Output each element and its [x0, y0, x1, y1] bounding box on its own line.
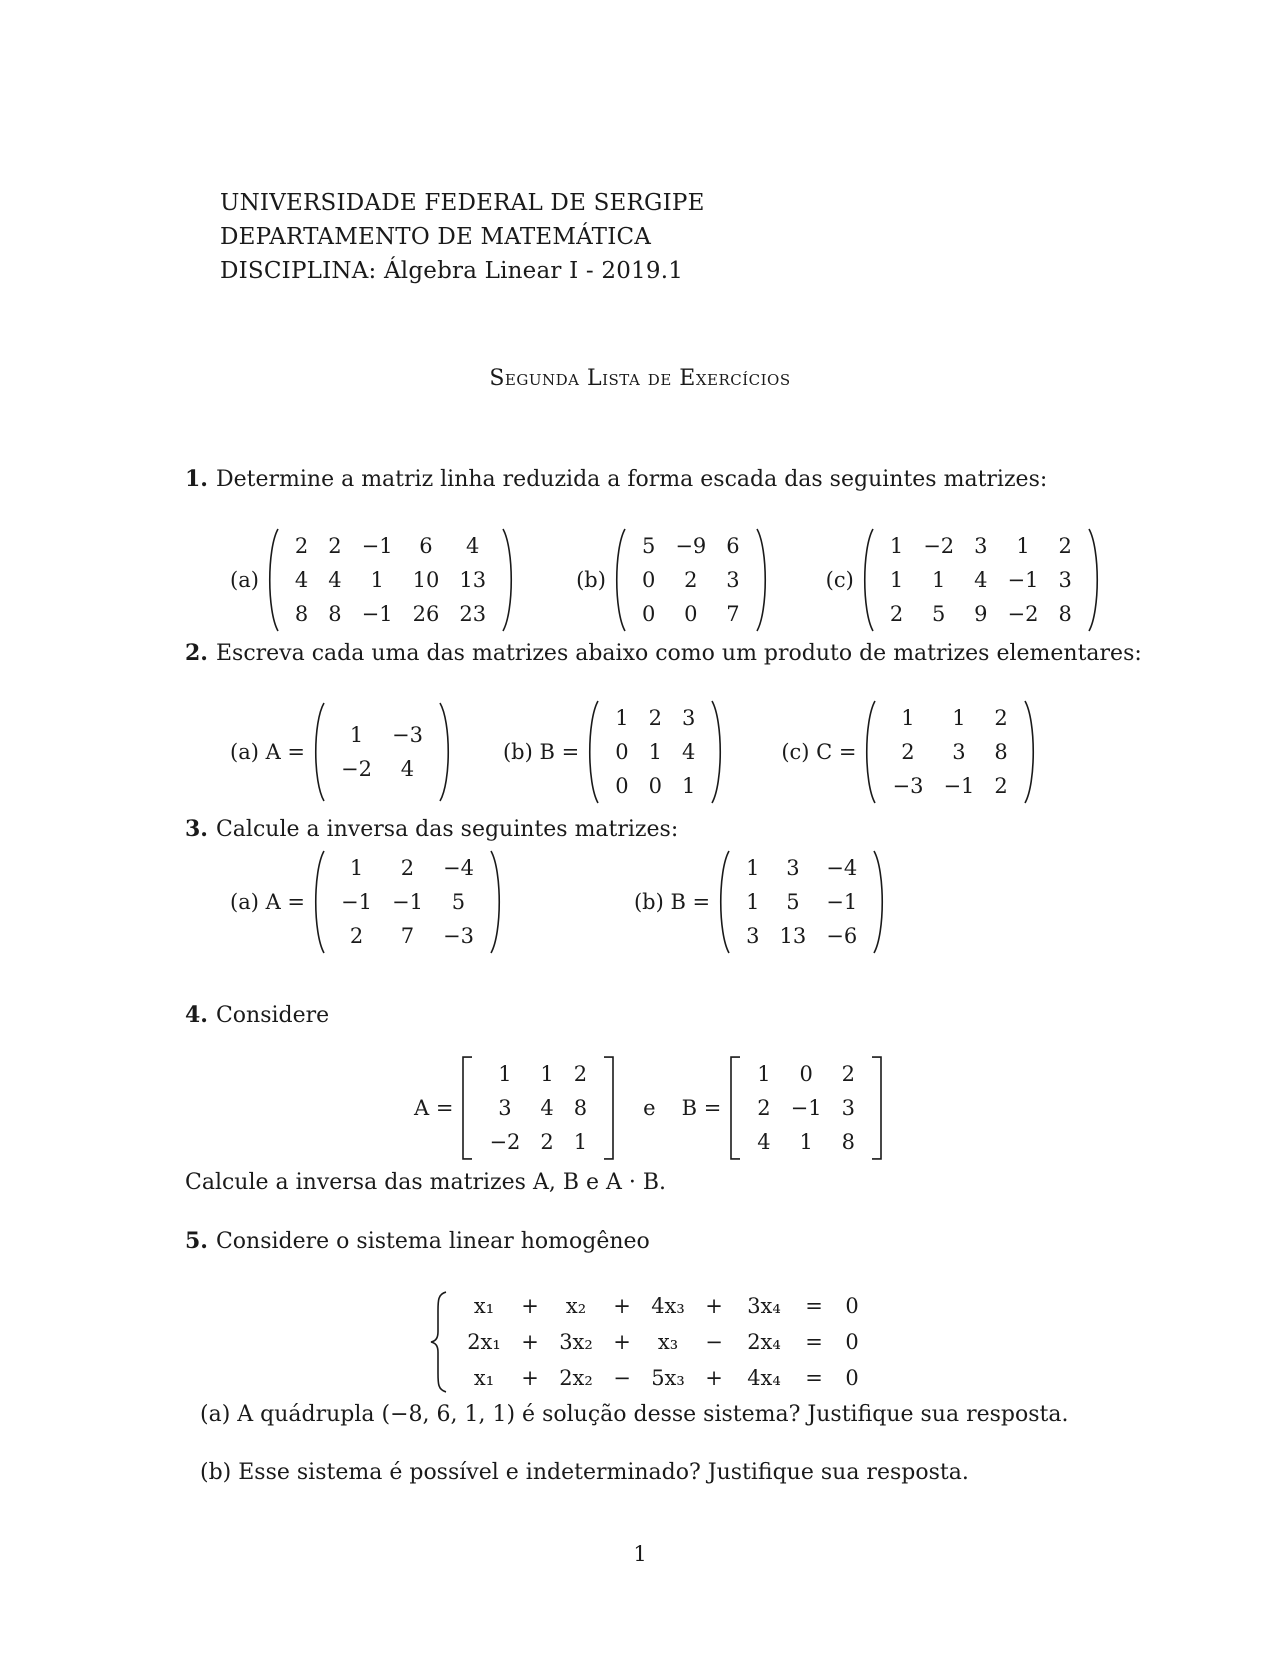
matrix-cell: 3	[974, 534, 988, 558]
matrix-cell: 4	[400, 757, 415, 781]
matrix-cell: 1	[349, 723, 364, 747]
matrix-cell: 2	[573, 1062, 588, 1086]
system-term: −	[705, 1330, 723, 1354]
question-1-number: 1.	[185, 466, 208, 492]
q4-a-matrix	[459, 1056, 617, 1160]
q1-c-label: (c)	[825, 568, 854, 592]
matrix-cell: 1	[757, 1062, 771, 1086]
matrix-cell: 2	[294, 534, 309, 558]
matrix-cell: 0	[648, 774, 662, 798]
question-4-instruction: Calcule a inversa das matrizes A, B e A · B.	[185, 1170, 667, 1195]
matrix-entries	[743, 1056, 869, 1160]
matrix-cell: 4	[540, 1096, 554, 1120]
matrix-cell: 1	[746, 856, 760, 880]
matrix-cell: 4	[974, 568, 988, 592]
matrix-cell: 2	[1058, 534, 1072, 558]
question-3	[185, 816, 678, 842]
matrix-cell: 13	[779, 924, 807, 948]
question-4	[185, 1002, 329, 1028]
system-term: +	[521, 1366, 539, 1390]
system-equations	[450, 1290, 872, 1394]
system-term: +	[613, 1330, 631, 1354]
matrix-cell: −1	[1007, 568, 1039, 592]
left-bracket	[265, 528, 281, 632]
matrix-cell: 1	[540, 1062, 554, 1086]
q2-a-matrix	[311, 702, 453, 802]
matrix-cell: 0	[684, 602, 698, 626]
system-term: =	[805, 1366, 823, 1390]
q2-c-label: (c) C =	[781, 740, 857, 764]
question-3-text: Calcule a inversa das seguintes matrizes:	[215, 817, 679, 842]
matrix-cell: 2	[757, 1096, 771, 1120]
system-term: 5x₃	[651, 1366, 685, 1390]
system-term: x₁	[473, 1294, 495, 1318]
left-bracket	[727, 1056, 743, 1160]
matrix-cell: 4	[757, 1130, 771, 1154]
matrix-cell: 10	[412, 568, 440, 592]
matrix-cell: 2	[901, 740, 915, 764]
system-term: 0	[845, 1366, 859, 1390]
matrix-cell: −1	[790, 1096, 822, 1120]
linear-system	[428, 1290, 872, 1394]
left-bracket	[862, 700, 878, 804]
question-4-text: Considere	[215, 1003, 330, 1028]
system-term: 2x₁	[467, 1330, 501, 1354]
right-bracket	[437, 702, 453, 802]
matrix-cell: 3	[726, 568, 740, 592]
question-4-matrices	[414, 1056, 885, 1160]
matrix-cell: 3	[841, 1096, 856, 1120]
matrix-cell: 3	[952, 740, 966, 764]
system-term: −	[613, 1366, 631, 1390]
matrix-cell: 0	[641, 602, 656, 626]
question-1	[185, 466, 1047, 492]
q4-a-label: A =	[414, 1096, 454, 1120]
matrix-cell: 1	[889, 534, 904, 558]
q3-a-matrix	[311, 850, 504, 954]
system-term: 2x₂	[559, 1366, 593, 1390]
matrix-cell: −3	[892, 774, 924, 798]
matrix-cell: 2	[400, 856, 415, 880]
matrix-cell: 0	[615, 774, 629, 798]
left-bracket	[612, 528, 628, 632]
system-term: +	[613, 1294, 631, 1318]
system-brace	[428, 1290, 450, 1394]
matrix-cell: 8	[328, 602, 342, 626]
q1-c-matrix	[860, 528, 1102, 632]
matrix-entries	[327, 850, 488, 954]
matrix-cell: 1	[498, 1062, 512, 1086]
system-term: 3x₄	[747, 1294, 781, 1318]
matrix-cell: 1	[746, 890, 760, 914]
system-term: 0	[845, 1294, 859, 1318]
right-bracket	[871, 850, 887, 954]
matrix-cell: 8	[573, 1096, 588, 1120]
right-bracket	[709, 700, 725, 804]
matrix-cell: −3	[442, 924, 474, 948]
matrix-cell: 1	[889, 568, 904, 592]
matrix-cell: 3	[746, 924, 760, 948]
matrix-cell: 8	[994, 740, 1008, 764]
right-bracket	[500, 528, 516, 632]
matrix-cell: 2	[684, 568, 698, 592]
right-bracket	[1022, 700, 1038, 804]
matrix-cell: 2	[648, 706, 662, 730]
question-5-number: 5.	[185, 1228, 208, 1254]
question-2-matrices	[230, 700, 1038, 804]
matrix-cell: −1	[341, 890, 372, 914]
matrix-cell: 9	[974, 602, 988, 626]
matrix-cell: 7	[400, 924, 415, 948]
matrix-cell: 26	[412, 602, 440, 626]
matrix-cell: −4	[442, 856, 474, 880]
system-term: +	[705, 1294, 723, 1318]
matrix-cell: 1	[952, 706, 966, 730]
matrix-cell: −1	[361, 534, 393, 558]
system-term: x₁	[473, 1366, 495, 1390]
matrix-cell: 23	[459, 602, 487, 626]
system-term: 0	[845, 1330, 859, 1354]
matrix-entries	[732, 850, 871, 954]
matrix-cell: 0	[615, 740, 629, 764]
matrix-cell: 3	[498, 1096, 512, 1120]
question-5a: (a) A quádrupla (−8, 6, 1, 1) é solução desse sistema? Justifique sua resposta.	[200, 1402, 1069, 1427]
question-1-matrices	[230, 528, 1102, 632]
question-3-matrices	[230, 850, 887, 954]
matrix-entries	[601, 700, 709, 804]
matrix-cell: 7	[726, 602, 740, 626]
matrix-cell: 1	[648, 740, 662, 764]
matrix-cell: 3	[786, 856, 800, 880]
matrix-cell: 2	[841, 1062, 856, 1086]
matrix-cell: 0	[641, 568, 656, 592]
department-name: DEPARTAMENTO DE MATEMÁTICA	[220, 224, 652, 250]
system-term: =	[805, 1294, 823, 1318]
system-term: +	[521, 1294, 539, 1318]
matrix-entries	[475, 1056, 601, 1160]
right-bracket	[869, 1056, 885, 1160]
q2-c-matrix	[862, 700, 1037, 804]
right-bracket	[754, 528, 770, 632]
matrix-cell: 5	[931, 602, 946, 626]
right-bracket	[601, 1056, 617, 1160]
matrix-entries	[878, 700, 1021, 804]
system-term: 2x₄	[747, 1330, 781, 1354]
matrix-cell: 6	[419, 534, 433, 558]
matrix-cell: 8	[1058, 602, 1072, 626]
matrix-cell: 6	[726, 534, 740, 558]
matrix-cell: −1	[826, 890, 858, 914]
q2-b-matrix	[585, 700, 725, 804]
matrix-cell: 4	[328, 568, 342, 592]
matrix-cell: 3	[1058, 568, 1072, 592]
university-name: UNIVERSIDADE FEDERAL DE SERGIPE	[220, 190, 705, 216]
matrix-cell: 4	[466, 534, 480, 558]
system-term: +	[705, 1366, 723, 1390]
matrix-entries	[628, 528, 754, 632]
system-term: =	[805, 1330, 823, 1354]
matrix-cell: 5	[641, 534, 656, 558]
q1-a-matrix	[265, 528, 516, 632]
matrix-entries	[327, 702, 437, 802]
matrix-cell: −2	[923, 534, 955, 558]
question-3-number: 3.	[185, 816, 208, 842]
question-2	[185, 640, 1142, 666]
matrix-cell: 1	[1016, 534, 1030, 558]
q1-a-label: (a)	[230, 568, 259, 592]
matrix-cell: −3	[392, 723, 423, 747]
question-2-text: Escreva cada uma das matrizes abaixo como um produto de matrizes elementares:	[215, 641, 1142, 666]
matrix-cell: −4	[826, 856, 858, 880]
matrix-cell: 1	[615, 706, 629, 730]
q3-b-matrix	[716, 850, 887, 954]
matrix-cell: 1	[799, 1130, 813, 1154]
matrix-cell: −1	[361, 602, 393, 626]
left-bracket	[459, 1056, 475, 1160]
question-4-number: 4.	[185, 1002, 208, 1028]
page-number: 1	[633, 1542, 647, 1566]
matrix-cell: 2	[540, 1130, 554, 1154]
matrix-cell: 1	[681, 774, 696, 798]
page-title: Segunda Lista de Exercícios	[489, 366, 791, 391]
question-5-text: Considere o sistema linear homogêneo	[215, 1229, 650, 1254]
matrix-cell: −6	[826, 924, 858, 948]
q3-a-label: (a) A =	[230, 890, 306, 914]
system-term: +	[521, 1330, 539, 1354]
matrix-cell: −2	[489, 1130, 521, 1154]
matrix-cell: 5	[451, 890, 466, 914]
course-name: DISCIPLINA: Álgebra Linear I - 2019.1	[220, 258, 684, 284]
matrix-cell: −1	[943, 774, 975, 798]
matrix-cell: 2	[349, 924, 364, 948]
question-5b: (b) Esse sistema é possível e indeterminado? Justifique sua resposta.	[200, 1460, 969, 1485]
matrix-entries	[876, 528, 1086, 632]
q4-b-matrix	[727, 1056, 885, 1160]
matrix-cell: 2	[889, 602, 904, 626]
matrix-cell: 0	[799, 1062, 813, 1086]
matrix-cell: 5	[786, 890, 800, 914]
matrix-cell: 1	[573, 1130, 588, 1154]
matrix-cell: 2	[994, 774, 1008, 798]
matrix-entries	[281, 528, 500, 632]
matrix-cell: 1	[370, 568, 384, 592]
system-term: 3x₂	[559, 1330, 593, 1354]
matrix-cell: 4	[681, 740, 696, 764]
system-term: 4x₄	[747, 1366, 781, 1390]
left-bracket	[311, 850, 327, 954]
q4-b-label: B =	[681, 1096, 722, 1120]
matrix-cell: −2	[1007, 602, 1039, 626]
matrix-cell: 1	[349, 856, 364, 880]
right-bracket	[1086, 528, 1102, 632]
matrix-cell: −2	[341, 757, 372, 781]
left-bracket	[716, 850, 732, 954]
right-bracket	[488, 850, 504, 954]
system-term: 4x₃	[651, 1294, 685, 1318]
left-bracket	[311, 702, 327, 802]
matrix-cell: 3	[681, 706, 696, 730]
matrix-cell: 8	[294, 602, 309, 626]
system-term: x₂	[565, 1294, 587, 1318]
left-bracket	[860, 528, 876, 632]
question-1-text: Determine a matriz linha reduzida a forma escada das seguintes matrizes:	[215, 467, 1048, 492]
left-bracket	[585, 700, 601, 804]
matrix-cell: 2	[328, 534, 342, 558]
q2-a-label: (a) A =	[230, 740, 306, 764]
matrix-cell: 1	[931, 568, 946, 592]
matrix-cell: 1	[901, 706, 915, 730]
system-term: x₃	[657, 1330, 679, 1354]
q1-b-label: (b)	[576, 568, 606, 592]
matrix-cell: 8	[841, 1130, 856, 1154]
q4-conjunction: e	[643, 1096, 656, 1120]
matrix-cell: −1	[392, 890, 423, 914]
matrix-cell: 4	[294, 568, 309, 592]
q1-b-matrix	[612, 528, 770, 632]
question-2-number: 2.	[185, 640, 208, 666]
matrix-cell: 13	[459, 568, 487, 592]
q3-b-label: (b) B =	[633, 890, 711, 914]
q2-b-label: (b) B =	[502, 740, 580, 764]
matrix-cell: −9	[675, 534, 707, 558]
question-5	[185, 1228, 650, 1254]
matrix-cell: 2	[994, 706, 1008, 730]
